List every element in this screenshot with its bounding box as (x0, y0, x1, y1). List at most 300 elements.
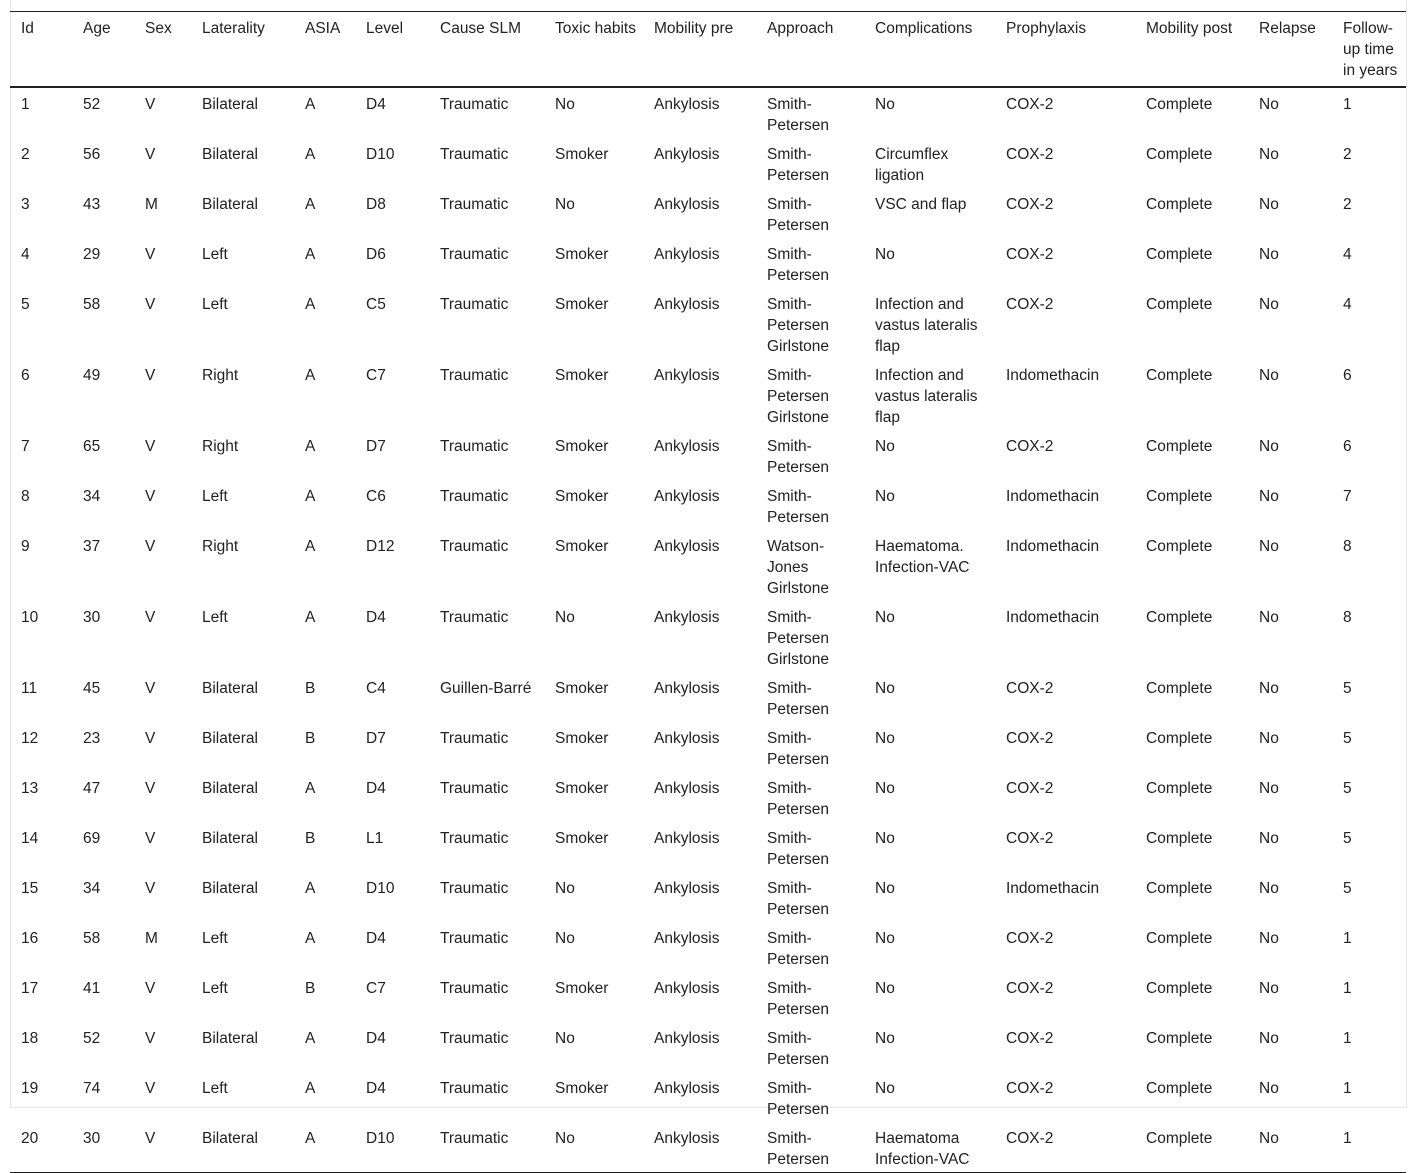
table-cell: Smoker (555, 438, 609, 455)
table-cell: 34 (83, 488, 101, 505)
table-row (10, 772, 1406, 822)
table-cell: Smoker (555, 1080, 609, 1097)
table-cell: Complete (1146, 488, 1213, 505)
table-cell: Smith-Petersen (767, 438, 830, 476)
table-cell: Bilateral (202, 880, 258, 897)
table-cell: Smith-Petersen (767, 680, 830, 718)
table-cell: V (145, 1130, 156, 1147)
table-cell: A (305, 930, 316, 947)
table-cell: Ankylosis (654, 1030, 720, 1047)
column-header: Level (366, 20, 404, 37)
table-cell: Right (202, 538, 239, 555)
table-cell: 1 (21, 96, 30, 113)
table-cell: COX-2 (1006, 1080, 1054, 1097)
table-cell: 6 (21, 367, 30, 384)
table-cell: Traumatic (440, 246, 509, 263)
table-cell: 4 (21, 246, 30, 263)
table-cell: No (1259, 830, 1279, 847)
table-cell: Complete (1146, 196, 1213, 213)
table-cell: Smoker (555, 146, 609, 163)
table-cell: Indomethacin (1006, 367, 1100, 384)
table-cell: D10 (366, 146, 395, 163)
table-row (10, 530, 1406, 601)
table-cell: A (305, 1030, 316, 1047)
table-cell: Ankylosis (654, 146, 720, 163)
table-cell: Ankylosis (654, 246, 720, 263)
table-row (10, 722, 1406, 772)
table-row (10, 430, 1406, 480)
table-cell: COX-2 (1006, 980, 1054, 997)
table-row (10, 138, 1406, 188)
table-cell: L1 (366, 830, 384, 847)
table-cell: Complete (1146, 1130, 1213, 1147)
table-row (10, 872, 1406, 922)
table-cell: Smith-Petersen (767, 1030, 830, 1068)
table-cell: COX-2 (1006, 730, 1054, 747)
table-cell: No (1259, 438, 1279, 455)
table-cell: Bilateral (202, 196, 258, 213)
table-cell: Ankylosis (654, 980, 720, 997)
table-cell: D10 (366, 880, 395, 897)
table-cell: Complete (1146, 438, 1213, 455)
table-cell: Smith-Petersen (767, 146, 830, 184)
table-cell: Bilateral (202, 830, 258, 847)
table-cell: Complete (1146, 609, 1213, 626)
table-header (10, 12, 1406, 88)
table-cell: Smoker (555, 296, 609, 313)
table-cell: Traumatic (440, 830, 509, 847)
table-cell: Ankylosis (654, 930, 720, 947)
table-row (10, 822, 1406, 872)
table-cell: Infection and vastus lateralis flap (875, 367, 978, 426)
table-row (10, 480, 1406, 530)
table-cell: No (555, 1130, 575, 1147)
table-cell: No (555, 609, 575, 626)
table-cell: No (1259, 609, 1279, 626)
table-cell: Ankylosis (654, 609, 720, 626)
table-cell: A (305, 246, 316, 263)
table-cell: Indomethacin (1006, 609, 1100, 626)
table-cell: Complete (1146, 730, 1213, 747)
table-cell: V (145, 367, 156, 384)
table-cell: 29 (83, 246, 101, 263)
table-cell: No (555, 196, 575, 213)
table-cell: No (1259, 538, 1279, 555)
table-cell: B (305, 980, 316, 997)
table-cell: Smoker (555, 980, 609, 997)
table-row (10, 1122, 1406, 1173)
table-cell: No (1259, 196, 1279, 213)
table-cell: A (305, 488, 316, 505)
table-cell: V (145, 246, 156, 263)
table-cell: Complete (1146, 780, 1213, 797)
table-body (10, 87, 1406, 1173)
table-cell: No (1259, 930, 1279, 947)
table-cell: Ankylosis (654, 780, 720, 797)
table-cell: C5 (366, 296, 386, 313)
table-cell: Traumatic (440, 146, 509, 163)
table-cell: D4 (366, 96, 386, 113)
table-cell: No (1259, 146, 1279, 163)
table-cell: 4 (1343, 246, 1352, 263)
table-cell: No (555, 880, 575, 897)
table-cell: Infection and vastus lateralis flap (875, 296, 978, 355)
table-cell: COX-2 (1006, 830, 1054, 847)
table-cell: Smoker (555, 538, 609, 555)
table-cell: Smith-Petersen (767, 980, 830, 1018)
table-cell: V (145, 488, 156, 505)
table-cell: 3 (21, 196, 30, 213)
table-cell: Smith-Petersen Girlstone (767, 367, 830, 426)
table-cell: C4 (366, 680, 386, 697)
table-cell: No (555, 96, 575, 113)
table-cell: No (875, 980, 895, 997)
table-cell: D4 (366, 1030, 386, 1047)
table-cell: D8 (366, 196, 386, 213)
table-cell: Indomethacin (1006, 538, 1100, 555)
table-row (10, 238, 1406, 288)
patient-table (10, 11, 1406, 1173)
table-cell: 10 (21, 609, 39, 626)
table-row (10, 288, 1406, 359)
table-cell: Complete (1146, 930, 1213, 947)
table-cell: Traumatic (440, 980, 509, 997)
table-cell: Watson-Jones Girlstone (767, 538, 830, 597)
table-cell: No (875, 780, 895, 797)
table-cell: No (875, 1030, 895, 1047)
table-cell: Ankylosis (654, 880, 720, 897)
table-cell: 6 (1343, 367, 1352, 384)
table-cell: Indomethacin (1006, 880, 1100, 897)
column-header: Laterality (202, 20, 265, 37)
table-cell: A (305, 196, 316, 213)
table-cell: No (555, 930, 575, 947)
table-cell: A (305, 438, 316, 455)
table-cell: Right (202, 438, 239, 455)
table-cell: A (305, 1080, 316, 1097)
table-cell: No (1259, 367, 1279, 384)
table-cell: Ankylosis (654, 296, 720, 313)
table-cell: 1 (1343, 980, 1352, 997)
table-cell: Traumatic (440, 609, 509, 626)
table-cell: Smith-Petersen (767, 930, 830, 968)
table-cell: Ankylosis (654, 488, 720, 505)
table-cell: 45 (83, 680, 101, 697)
column-header: Cause SLM (440, 20, 521, 37)
table-cell: A (305, 146, 316, 163)
table-cell: 69 (83, 830, 101, 847)
table-cell: V (145, 146, 156, 163)
table-cell: A (305, 1130, 316, 1147)
table-cell: D10 (366, 1130, 395, 1147)
table-row (10, 87, 1406, 138)
table-cell: No (555, 1030, 575, 1047)
table-cell: Smith-Petersen (767, 246, 830, 284)
table-cell: COX-2 (1006, 780, 1054, 797)
table-cell: Ankylosis (654, 196, 720, 213)
table-cell: Smith-Petersen (767, 880, 830, 918)
table-cell: COX-2 (1006, 196, 1054, 213)
table-cell: 15 (21, 880, 39, 897)
table-cell: B (305, 730, 316, 747)
table-cell: 34 (83, 880, 101, 897)
table-cell: Smoker (555, 830, 609, 847)
table-cell: Traumatic (440, 196, 509, 213)
table-cell: 5 (1343, 880, 1352, 897)
table-cell: Left (202, 296, 228, 313)
table-cell: D4 (366, 609, 386, 626)
table-row (10, 601, 1406, 672)
table-cell: 58 (83, 296, 101, 313)
table-cell: V (145, 538, 156, 555)
table-cell: A (305, 780, 316, 797)
table-row (10, 1072, 1406, 1122)
table-cell: Bilateral (202, 96, 258, 113)
table-cell: 30 (83, 1130, 101, 1147)
table-cell: 12 (21, 730, 39, 747)
table-cell: Traumatic (440, 367, 509, 384)
table-cell: A (305, 880, 316, 897)
table-cell: Ankylosis (654, 680, 720, 697)
table-cell: Ankylosis (654, 1130, 720, 1147)
table-cell: 8 (1343, 609, 1352, 626)
table-cell: Bilateral (202, 680, 258, 697)
table-cell: No (1259, 1030, 1279, 1047)
table-cell: D4 (366, 930, 386, 947)
table-cell: V (145, 1080, 156, 1097)
table-row (10, 188, 1406, 238)
table-row (10, 359, 1406, 430)
table-cell: B (305, 830, 316, 847)
table-cell: 74 (83, 1080, 101, 1097)
table-cell: 11 (21, 680, 38, 697)
table-cell: 2 (21, 146, 30, 163)
table-cell: COX-2 (1006, 296, 1054, 313)
table-cell: V (145, 609, 156, 626)
table-cell: Right (202, 367, 239, 384)
column-header: Relapse (1259, 20, 1316, 37)
table-cell: Left (202, 930, 228, 947)
table-cell: Bilateral (202, 1130, 258, 1147)
table-cell: 8 (1343, 538, 1352, 555)
table-cell: Smith-Petersen Girlstone (767, 609, 830, 668)
table-cell: Traumatic (440, 1030, 509, 1047)
table-cell: COX-2 (1006, 930, 1054, 947)
table-cell: 16 (21, 930, 39, 947)
column-header: Mobility post (1146, 20, 1233, 37)
table-cell: COX-2 (1006, 680, 1054, 697)
table-row (10, 672, 1406, 722)
table-cell: 1 (1343, 1130, 1352, 1147)
column-header: Id (21, 20, 34, 37)
table-cell: Ankylosis (654, 538, 720, 555)
table-cell: Left (202, 488, 228, 505)
table-cell: Smoker (555, 488, 609, 505)
table-cell: A (305, 296, 316, 313)
table-cell: 1 (1343, 930, 1352, 947)
table-cell: 52 (83, 96, 101, 113)
table-cell: Ankylosis (654, 367, 720, 384)
column-header: ASIA (305, 20, 341, 37)
column-header: Age (83, 20, 111, 37)
table-cell: Complete (1146, 830, 1213, 847)
table-cell: Bilateral (202, 1030, 258, 1047)
table-cell: Smith-Petersen (767, 730, 830, 768)
table-cell: 37 (83, 538, 101, 555)
table-cell: V (145, 980, 156, 997)
table-cell: No (1259, 1130, 1279, 1147)
table-cell: D4 (366, 780, 386, 797)
table-cell: No (875, 680, 895, 697)
table-cell: Smith-Petersen (767, 780, 830, 818)
table-cell: A (305, 609, 316, 626)
table-cell: 18 (21, 1030, 39, 1047)
table-cell: 2 (1343, 196, 1352, 213)
table-cell: 1 (1343, 1080, 1352, 1097)
table-cell: No (875, 609, 895, 626)
table-cell: Complete (1146, 980, 1213, 997)
table-cell: Smith-Petersen Girlstone (767, 296, 830, 355)
table-cell: No (875, 730, 895, 747)
table-cell: No (1259, 296, 1279, 313)
table-cell: No (1259, 780, 1279, 797)
column-header: Complications (875, 20, 973, 37)
table-cell: Traumatic (440, 438, 509, 455)
table-cell: Ankylosis (654, 730, 720, 747)
table-cell: 56 (83, 146, 101, 163)
table-cell: C6 (366, 488, 386, 505)
table-cell: COX-2 (1006, 1030, 1054, 1047)
table-cell: 65 (83, 438, 101, 455)
table-cell: COX-2 (1006, 246, 1054, 263)
column-header: Mobility pre (654, 20, 734, 37)
table-row (10, 922, 1406, 972)
table-cell: D6 (366, 246, 386, 263)
table-cell: V (145, 780, 156, 797)
table-cell: Bilateral (202, 780, 258, 797)
table-cell: Smith-Petersen (767, 96, 830, 134)
table-cell: Traumatic (440, 538, 509, 555)
table-cell: 1 (1343, 96, 1352, 113)
table-cell: D7 (366, 730, 386, 747)
table-cell: A (305, 367, 316, 384)
table-cell: 9 (21, 538, 30, 555)
table-cell: No (875, 830, 895, 847)
table-cell: Complete (1146, 1080, 1213, 1097)
table-cell: Left (202, 1080, 228, 1097)
table-cell: 5 (1343, 780, 1352, 797)
table-cell: D7 (366, 438, 386, 455)
table-cell: No (875, 246, 895, 263)
table-cell: Smoker (555, 680, 609, 697)
table-cell: Haematoma Infection-VAC (875, 1130, 970, 1168)
table-cell: M (145, 930, 158, 947)
table-cell: 52 (83, 1030, 101, 1047)
table-cell: Traumatic (440, 930, 509, 947)
table-cell: Left (202, 980, 228, 997)
table-cell: Haematoma. Infection-VAC (875, 538, 970, 576)
table-cell: No (1259, 488, 1279, 505)
table-cell: M (145, 196, 158, 213)
table-cell: Ankylosis (654, 96, 720, 113)
table-cell: V (145, 680, 156, 697)
table-cell: Traumatic (440, 1130, 509, 1147)
table-cell: Complete (1146, 367, 1213, 384)
table-cell: 2 (1343, 146, 1352, 163)
table-cell: C7 (366, 980, 386, 997)
table-cell: V (145, 438, 156, 455)
table-row (10, 1022, 1406, 1072)
table-cell: C7 (366, 367, 386, 384)
table-cell: No (1259, 96, 1279, 113)
table-cell: No (1259, 1080, 1279, 1097)
table-cell: D4 (366, 1080, 386, 1097)
table-cell: 30 (83, 609, 101, 626)
table-cell: 13 (21, 780, 39, 797)
column-header: Sex (145, 20, 172, 37)
table-cell: V (145, 730, 156, 747)
table-cell: Complete (1146, 296, 1213, 313)
table-cell: No (875, 488, 895, 505)
table-cell: D12 (366, 538, 395, 555)
table-row (10, 972, 1406, 1022)
table-cell: Complete (1146, 880, 1213, 897)
table-cell: Complete (1146, 96, 1213, 113)
table-cell: A (305, 96, 316, 113)
table-cell: 41 (83, 980, 101, 997)
table-cell: Smith-Petersen (767, 1130, 830, 1168)
table-cell: 14 (21, 830, 39, 847)
table-cell: 7 (1343, 488, 1352, 505)
table-cell: 58 (83, 930, 101, 947)
table-cell: Traumatic (440, 880, 509, 897)
table-cell: Indomethacin (1006, 488, 1100, 505)
table-cell: Smoker (555, 367, 609, 384)
table-cell: Complete (1146, 1030, 1213, 1047)
table-cell: Complete (1146, 538, 1213, 555)
table-cell: 23 (83, 730, 101, 747)
table-cell: Smoker (555, 730, 609, 747)
table-cell: Smoker (555, 780, 609, 797)
table-cell: 7 (21, 438, 30, 455)
header-row (10, 12, 1406, 88)
table-cell: 5 (1343, 680, 1352, 697)
table-cell: Smoker (555, 246, 609, 263)
column-header: Toxic habits (555, 20, 636, 37)
table-cell: Ankylosis (654, 438, 720, 455)
table-cell: 5 (1343, 830, 1352, 847)
table-cell: V (145, 880, 156, 897)
table-cell: A (305, 538, 316, 555)
table-cell: COX-2 (1006, 96, 1054, 113)
table-cell: 6 (1343, 438, 1352, 455)
table-cell: 5 (21, 296, 30, 313)
table-cell: No (875, 880, 895, 897)
table-cell: Smith-Petersen (767, 196, 830, 234)
table-cell: Guillen-Barré (440, 680, 532, 697)
table-cell: Ankylosis (654, 830, 720, 847)
table-cell: Complete (1146, 680, 1213, 697)
column-header: Approach (767, 20, 834, 37)
table-cell: No (1259, 246, 1279, 263)
table-cell: Bilateral (202, 146, 258, 163)
table-cell: No (875, 930, 895, 947)
table-cell: 20 (21, 1130, 39, 1147)
table-cell: Traumatic (440, 1080, 509, 1097)
table-cell: VSC and flap (875, 196, 967, 213)
table-cell: 49 (83, 367, 101, 384)
table-cell: Left (202, 246, 228, 263)
